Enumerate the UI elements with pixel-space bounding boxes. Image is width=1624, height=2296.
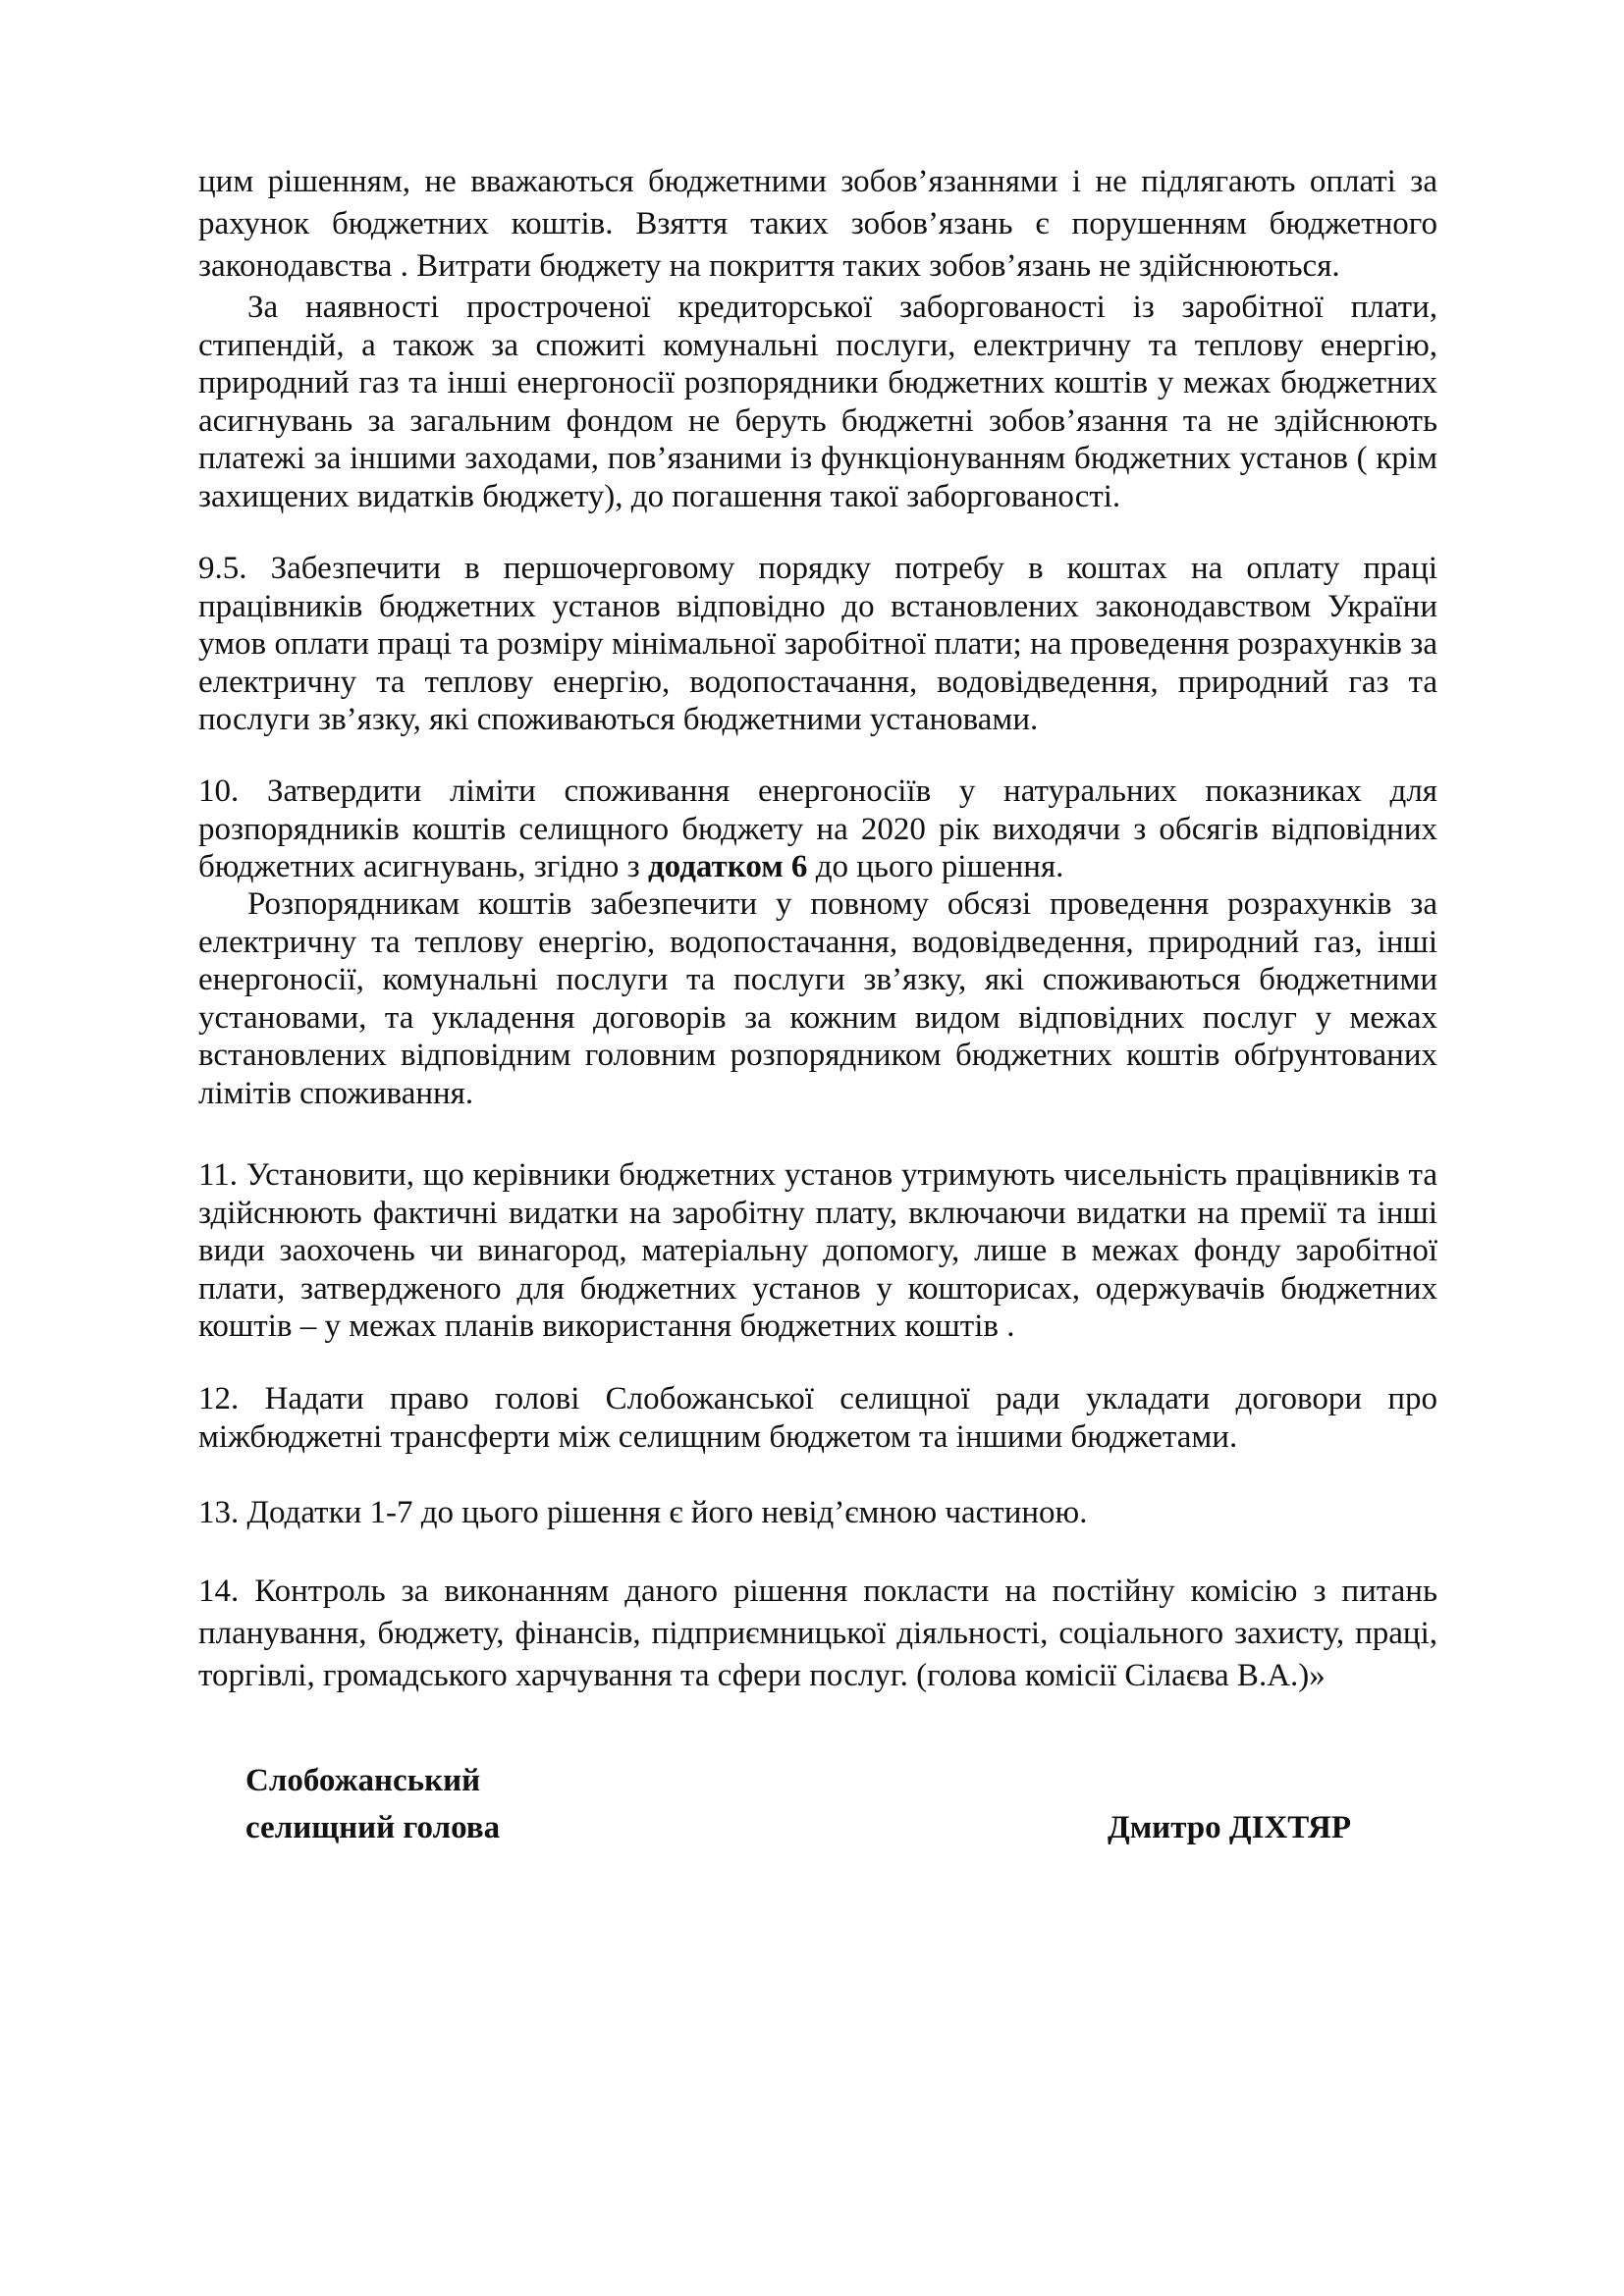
- paragraph-12: 12. Надати право голові Слобожанської селищної ради укладати договори про міжбюджетні трансферти між селищним бюджетом та іншими бюджетами.: [198, 1381, 1437, 1455]
- paragraph-energy-settlements: Розпорядникам коштів забезпечити у повному обсязі проведення розрахунків за електричну та теплову енергію, водопостачання, водовідведення, природний газ, інші енергоносії, комунальні послуги та послуги зв’язку, які споживаються бюджетними установами, та укладення договорів за кожним видом відповідних послуг у межах встановлених відповідним головним розпорядником бюджетних коштів обґрунтованих лімітів споживання.: [198, 886, 1437, 1111]
- signature-name: Дмитро ДІХТЯР: [1108, 1810, 1352, 1845]
- paragraph-budget-obligations: цим рішенням, не вважаються бюджетними зобов’язаннями і не підлягають оплаті за рахунок бюджетних коштів. Взяття таких зобов’язань є порушенням бюджетного законодавства . Витрати бюджету на покриття таких зобов’язань не здійснюються.: [198, 164, 1437, 284]
- paragraph-10-tail: до цього рішення.: [807, 849, 1064, 884]
- appendix-6-reference: додатком 6: [647, 849, 808, 884]
- paragraph-overdue-debt: За наявності простроченої кредиторської заборгованості із заробітної плати, стипендій, а також за спожиті комунальні послуги, електричну та теплову енергію, природний газ та інші енергоносії розпорядники бюджетних коштів у межах бюджетних асигнувань за загальним фондом не беруть бюджетні зобов’язання та не здійснюють платежі за іншими заходами, пов’язаними із функціонуванням бюджетних установ ( крім захищених видатків бюджету), до погашення такої заборгованості.: [198, 290, 1437, 514]
- paragraph-11: 11. Установити, що керівники бюджетних установ утримують чисельність працівників та здійснюють фактичні видатки на заробітну плату, включаючи видатки на премії та інші види заохочень чи винагород, матеріальну допомогу, лише в межах фонду заробітної плати, затвердженого для бюджетних установ у кошторисах, одержувачів бюджетних коштів – у межах планів використання бюджетних коштів .: [198, 1157, 1437, 1344]
- paragraph-14: 14. Контроль за виконанням даного рішення покласти на постійну комісію з питань планування, бюджету, фінансів, підприємницької діяльності, соціального захисту, праці, торгівлі, громадського харчування та сфери послуг. (голова комісії Сілаєва В.А.)»: [198, 1574, 1437, 1693]
- paragraph-13: 13. Додатки 1-7 до цього рішення є його невід’ємною частиною.: [198, 1495, 1088, 1530]
- paragraph-10: [198, 773, 1437, 886]
- paragraph-9-5: 9.5. Забезпечити в першочерговому порядку потребу в коштах на оплату праці працівників бюджетних установ відповідно до встановлених законодавством України умов оплати праці та розміру мінімальної заробітної плати; на проведення розрахунків за електричну та теплову енергію, водопостачання, водовідведення, природний газ та послуги зв’язку, які споживаються бюджетними установами.: [198, 551, 1437, 737]
- paragraph-10-text: 10. Затвердити ліміти споживання енергоносіїв у натуральних показниках для розпорядників коштів селищного бюджету на 2020 рік виходячи з обсягів відповідних бюджетних асигнувань, згідно з: [198, 774, 1437, 884]
- signature-title: [245, 1757, 500, 1851]
- signature-title-line2: селищний голова: [245, 1810, 501, 1845]
- signature-title-line1: Слобожанський: [245, 1763, 481, 1798]
